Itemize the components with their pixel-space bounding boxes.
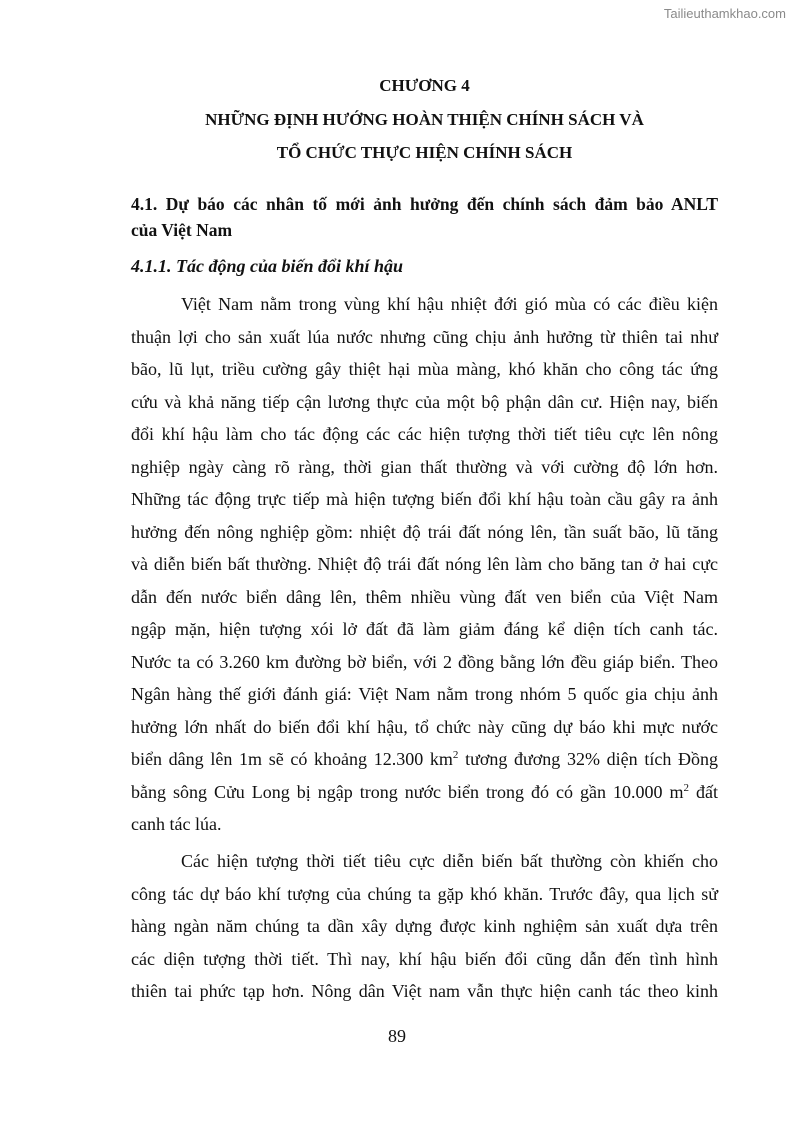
chapter-title-line1: NHỮNG ĐỊNH HƯỚNG HOÀN THIỆN CHÍNH SÁCH VÀ — [205, 110, 644, 129]
superscript: 2 — [683, 781, 689, 794]
chapter-number: CHƯƠNG 4 — [379, 76, 470, 95]
paragraph-line: ngập mặn, hiện tượng xói lở đất đã làm giảm đáng kể diện tích canh tác. — [131, 619, 718, 639]
paragraph-line: dẫn đến nước biển dâng lên, thêm nhiều vùng đất ven biển của Việt Nam — [131, 586, 718, 607]
line-text: đất — [689, 781, 718, 802]
line-text: biển dâng lên 1m sẽ có khoảng 12.300 km — [131, 749, 453, 769]
subsection-heading: 4.1.1. Tác động của biến đổi khí hậu — [131, 256, 404, 276]
paragraph-line: công tác dự báo khí tượng của chúng ta gặp khó khăn. Trước đây, qua lịch sử — [131, 883, 718, 904]
line-text: bằng sông Cửu Long bị ngập trong nước biển trong đó có gần 10.000 m — [131, 781, 684, 802]
paragraph-line: nghiệp ngày càng rõ ràng, thời gian thất thường và với cường độ lớn hơn. — [131, 456, 718, 477]
paragraph-line: các diện tượng thời tiết. Thì nay, khí hậu biến đổi cũng dẫn đến tình hình — [131, 948, 718, 969]
paragraph-1 — [131, 288, 718, 841]
paragraph-line — [131, 743, 718, 776]
chapter-title-line2: TỔ CHỨC THỰC HIỆN CHÍNH SÁCH — [276, 143, 573, 162]
paragraph-line: hưởng lớn nhất do biến đổi khí hậu, tổ chức này cũng dự báo khi mực nước — [131, 716, 718, 737]
paragraph-2 — [131, 845, 718, 1008]
paragraph-line: Nước ta có 3.260 km đường bờ biển, với 2 đồng bằng lớn đều giáp biển. Theo — [131, 651, 718, 672]
paragraph-line: Ngân hàng thế giới đánh giá: Việt Nam nằm trong nhóm 5 quốc gia chịu ảnh — [131, 684, 718, 704]
watermark: Tailieuthamkhao.com — [663, 6, 786, 21]
section-heading — [131, 191, 718, 243]
paragraph-line: và diễn biến bất thường. Nhiệt độ trái đất nóng lên làm cho băng tan ở hai cực — [131, 554, 718, 574]
paragraph-line: thuận lợi cho sản xuất lúa nước nhưng cũng chịu ảnh hưởng từ thiên tai như — [131, 326, 718, 347]
paragraph-line: Các hiện tượng thời tiết tiêu cực diễn biến bất thường còn khiến cho — [181, 851, 718, 871]
superscript: 2 — [452, 749, 459, 761]
paragraph-line: Việt Nam nằm trong vùng khí hậu nhiệt đới gió mùa có các điều kiện — [181, 294, 718, 314]
paragraph-line: thiên tai phức tạp hơn. Nông dân Việt nam vẫn thực hiện canh tác theo kinh — [131, 981, 718, 1001]
paragraph-line — [131, 776, 718, 809]
paragraph-line: đổi khí hậu làm cho tác động các các hiện tượng thời tiết tiêu cực lên nông — [131, 424, 718, 444]
section-heading-line1: 4.1. Dự báo các nhân tố mới ảnh hưởng đến chính sách đảm bảo ANLT — [131, 194, 718, 214]
section-heading-line2: của Việt Nam — [131, 220, 233, 240]
paragraph-line: bão, lũ lụt, triều cường gây thiệt hại mùa màng, khó khăn cho công tác ứng — [131, 359, 718, 379]
paragraph-line: cứu và khả năng tiếp cận lương thực của một bộ phận dân cư. Hiện nay, biến — [131, 391, 718, 412]
paragraph-line: hưởng đến nông nghiệp gồm: nhiệt độ trái đất nóng lên, tần suất bão, lũ tăng — [131, 521, 718, 542]
page-number: 89 — [388, 1026, 406, 1046]
paragraph-line: Những tác động trực tiếp mà hiện tượng biến đổi khí hậu toàn cầu gây ra ảnh — [131, 489, 718, 509]
paragraph-line: canh tác lúa. — [131, 814, 222, 834]
paragraph-line: hàng ngàn năm chúng ta dần xây dựng được kinh nghiệm sản xuất dựa trên — [131, 916, 718, 936]
line-text: tương đương 32% diện tích Đồng — [458, 749, 718, 769]
